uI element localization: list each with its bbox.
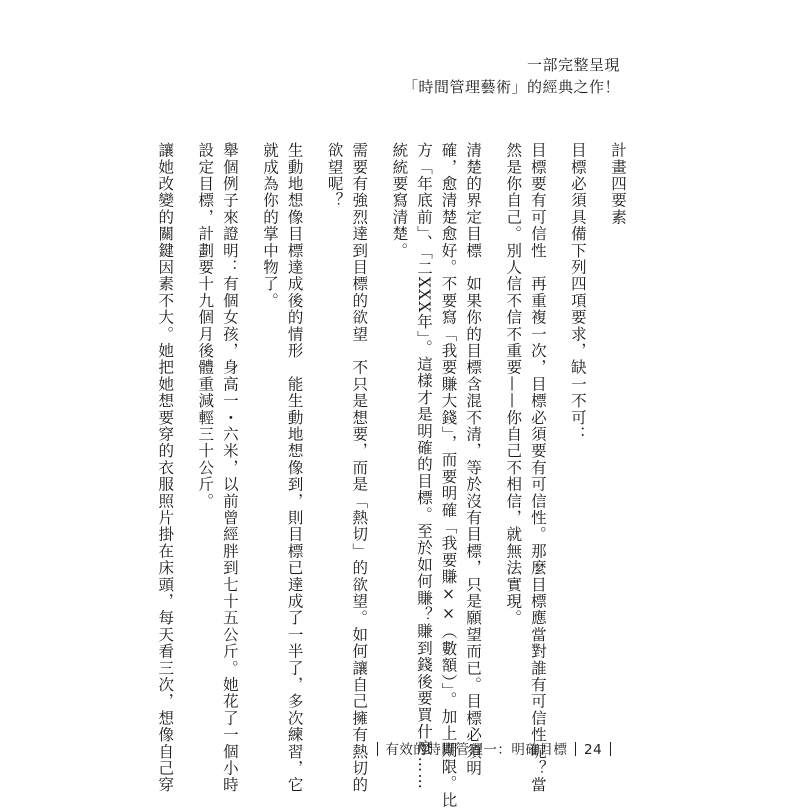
text-line: 生動地想像目標達成後的情形 能生動地想像到，則目標已達成了一半了，多次練習，它 <box>285 142 304 794</box>
page-header <box>403 54 620 98</box>
text-line: 讓她改變的關鍵因素不大。她把她想要穿的衣服照片掛在床頭，每天看三次，想像自己穿 <box>156 142 175 794</box>
header-line-1: 一部完整呈現 <box>526 56 620 74</box>
text-line: 目標要有可信性 再重複一次，目標必須要有可信性。那麼目標應當對誰有可信性呢？當 <box>528 142 547 794</box>
text-line: 確，愈清楚愈好。不要寫「我要賺大錢」，而要明確「我要賺××（數額）」。加上期限。比 <box>439 142 458 808</box>
text-line: 欲望呢？ <box>325 142 344 209</box>
footer-divider <box>377 742 378 756</box>
text-line: 舉個例子來證明：有個女孩，身高一・六米，以前曾經胖到七十五公斤。她花了一個小時 <box>220 142 239 794</box>
text-line: 就成為你的掌中物了。 <box>260 142 279 309</box>
text-line: 目標必須具備下列四項要求，缺一不可： <box>568 142 587 443</box>
text-line: 清楚的界定目標 如果你的目標含混不清，等於沒有目標，只是願望而已。目標必須明 <box>464 142 483 777</box>
footer-chapter-title: 有效的時間管理一：明確目標 <box>385 742 568 758</box>
text-line: 需要有強烈達到目標的欲望 不只是想要，而是「熱切」的欲望。如何讓自己擁有熱切的 <box>350 142 369 794</box>
text-line: 方「年底前」、「二XXX年」。這樣才是明確的目標。至於如何賺？賺到錢後要買什麼…… <box>414 142 433 791</box>
footer-divider <box>610 742 611 756</box>
footer-divider <box>575 742 576 756</box>
text-line: 統統要寫清楚。 <box>390 142 409 259</box>
section-heading: 計畫四要素 <box>609 142 627 226</box>
header-line-2: 「時間管理藝術」的經典之作！ <box>402 78 620 96</box>
text-line: 然是你自己。別人信不信不重要——你自己不相信，就無法實現。 <box>504 142 523 627</box>
page-footer <box>374 738 614 758</box>
footer-page-number: 24 <box>584 742 603 758</box>
text-line: 設定目標，計劃要十九個月後體重減輕三十公斤。 <box>196 142 215 510</box>
